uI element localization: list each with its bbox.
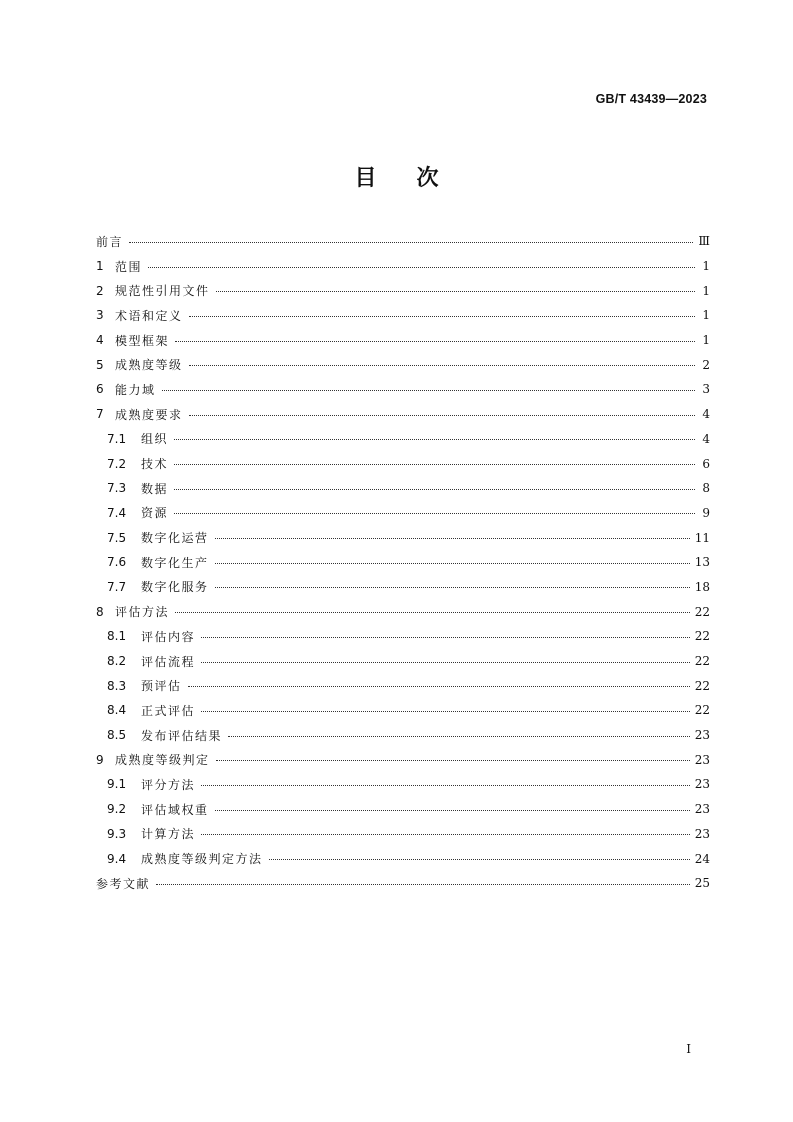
page-title	[0, 161, 793, 192]
toc-entry-8-5[interactable]	[96, 723, 710, 748]
toc-page: 22	[694, 678, 710, 693]
toc-label: 前言	[96, 234, 124, 249]
toc-label: 参考文献	[96, 876, 151, 891]
toc-page: 2	[702, 357, 710, 372]
toc-entry-7-7[interactable]	[96, 575, 710, 600]
dot-leader	[201, 785, 690, 786]
table-of-contents	[96, 229, 710, 896]
toc-number: 8.2	[107, 654, 127, 669]
toc-label: 预评估	[141, 679, 182, 694]
toc-label: 数字化运营	[141, 531, 209, 546]
toc-entry-9[interactable]	[96, 747, 710, 772]
dot-leader	[189, 415, 695, 416]
toc-page: 4	[702, 407, 710, 422]
toc-number: 9.4	[107, 851, 127, 866]
toc-label: 范围	[115, 259, 143, 274]
toc-number: 4	[96, 333, 104, 348]
dot-leader	[174, 439, 695, 440]
toc-number: 8.1	[107, 629, 127, 644]
toc-entry-2[interactable]	[96, 278, 710, 303]
standard-code: GB/T 43439—2023	[595, 92, 707, 106]
toc-label: 评估方法	[115, 605, 170, 620]
dot-leader	[201, 711, 690, 712]
toc-entry-foreword[interactable]	[96, 229, 710, 254]
toc-entry-8-1[interactable]	[96, 624, 710, 649]
toc-label: 评分方法	[141, 777, 196, 792]
title-char-2: 次	[416, 166, 439, 191]
toc-number: 7.6	[107, 555, 127, 570]
dot-leader	[174, 513, 695, 514]
toc-page: 13	[694, 555, 710, 570]
toc-label: 资源	[141, 506, 169, 521]
dot-leader	[215, 810, 690, 811]
toc-page: Ⅲ	[698, 234, 710, 249]
toc-entry-6[interactable]	[96, 377, 710, 402]
toc-entry-9-4[interactable]	[96, 846, 710, 871]
toc-number: 9.2	[107, 802, 127, 817]
toc-number: 9.3	[107, 826, 127, 841]
toc-label: 成熟度等级	[115, 358, 183, 373]
toc-number: 8.3	[107, 678, 127, 693]
toc-label: 数字化服务	[141, 580, 209, 595]
toc-number: 7.7	[107, 579, 127, 594]
dot-leader	[174, 464, 695, 465]
toc-label: 规范性引用文件	[115, 284, 210, 299]
dot-leader	[175, 612, 690, 613]
toc-number: 6	[96, 382, 104, 397]
dot-leader	[156, 884, 690, 885]
toc-label: 能力域	[115, 382, 156, 397]
dot-leader	[174, 489, 695, 490]
toc-label: 评估内容	[141, 629, 196, 644]
toc-number: 7.4	[107, 505, 127, 520]
toc-label: 评估流程	[141, 654, 196, 669]
toc-number: 3	[96, 308, 104, 323]
toc-number: 7.2	[107, 456, 127, 471]
toc-page: 23	[694, 728, 710, 743]
toc-label: 术语和定义	[115, 308, 183, 323]
dot-leader	[148, 267, 695, 268]
toc-label: 评估域权重	[141, 802, 209, 817]
dot-leader	[129, 242, 693, 243]
toc-label: 组织	[141, 432, 169, 447]
toc-number: 7.1	[107, 431, 127, 446]
toc-number: 9.1	[107, 777, 127, 792]
toc-page: 11	[694, 530, 710, 545]
toc-page: 3	[702, 382, 710, 397]
toc-label: 正式评估	[141, 703, 196, 718]
toc-entry-7-3[interactable]	[96, 476, 710, 501]
toc-entry-8-3[interactable]	[96, 673, 710, 698]
toc-entry-3[interactable]	[96, 303, 710, 328]
toc-label: 数据	[141, 481, 169, 496]
toc-number: 9	[96, 752, 104, 767]
toc-entry-8-2[interactable]	[96, 649, 710, 674]
toc-page: 1	[702, 283, 710, 298]
toc-entry-1[interactable]	[96, 254, 710, 279]
toc-page: 22	[694, 703, 710, 718]
dot-leader	[216, 760, 690, 761]
toc-label: 数字化生产	[141, 555, 209, 570]
toc-page: 1	[702, 308, 710, 323]
dot-leader	[269, 859, 690, 860]
toc-page: 22	[694, 654, 710, 669]
toc-label: 技术	[141, 457, 169, 472]
toc-label: 成熟度等级判定方法	[141, 852, 263, 867]
toc-page: 25	[694, 876, 710, 891]
toc-label: 计算方法	[141, 827, 196, 842]
toc-entry-8[interactable]	[96, 599, 710, 624]
toc-number: 7.3	[107, 481, 127, 496]
toc-label: 成熟度要求	[115, 407, 183, 422]
dot-leader	[189, 365, 695, 366]
toc-page: 6	[702, 456, 710, 471]
dot-leader	[201, 834, 690, 835]
toc-page: 8	[702, 481, 710, 496]
toc-number: 8	[96, 604, 104, 619]
toc-entry-7-5[interactable]	[96, 525, 710, 550]
dot-leader	[215, 538, 690, 539]
toc-number: 2	[96, 283, 104, 298]
dot-leader	[175, 341, 695, 342]
toc-page: 4	[702, 431, 710, 446]
toc-number: 8.5	[107, 728, 127, 743]
toc-entry-9-3[interactable]	[96, 822, 710, 847]
toc-page: 9	[702, 505, 710, 520]
dot-leader	[201, 662, 690, 663]
toc-label: 模型框架	[115, 333, 170, 348]
toc-entry-7-6[interactable]	[96, 550, 710, 575]
toc-number: 5	[96, 357, 104, 372]
toc-number: 1	[96, 259, 104, 274]
toc-page: 18	[694, 579, 710, 594]
toc-page: 23	[694, 802, 710, 817]
toc-entry-references[interactable]	[96, 871, 710, 896]
dot-leader	[162, 390, 695, 391]
toc-page: 22	[694, 629, 710, 644]
dot-leader	[201, 637, 690, 638]
dot-leader	[216, 291, 695, 292]
toc-number: 7.5	[107, 530, 127, 545]
dot-leader	[215, 563, 690, 564]
toc-entry-4[interactable]	[96, 328, 710, 353]
toc-entry-8-4[interactable]	[96, 698, 710, 723]
dot-leader	[215, 587, 690, 588]
toc-entry-9-1[interactable]	[96, 772, 710, 797]
dot-leader	[188, 686, 690, 687]
toc-number: 7	[96, 407, 104, 422]
title-char-1: 目	[354, 166, 377, 191]
dot-leader	[228, 736, 690, 737]
page-number: I	[686, 1042, 691, 1056]
toc-label: 发布评估结果	[141, 728, 223, 743]
toc-page: 23	[694, 752, 710, 767]
toc-page: 23	[694, 777, 710, 792]
toc-page: 23	[694, 826, 710, 841]
toc-entry-7-2[interactable]	[96, 451, 710, 476]
toc-entry-7[interactable]	[96, 402, 710, 427]
toc-page: 1	[702, 259, 710, 274]
toc-entry-7-4[interactable]	[96, 501, 710, 526]
toc-label: 成熟度等级判定	[115, 753, 210, 768]
toc-number: 8.4	[107, 703, 127, 718]
toc-entry-7-1[interactable]	[96, 427, 710, 452]
toc-page: 1	[702, 333, 710, 348]
toc-page: 22	[694, 604, 710, 619]
toc-entry-9-2[interactable]	[96, 797, 710, 822]
toc-entry-5[interactable]	[96, 352, 710, 377]
toc-page: 24	[694, 851, 710, 866]
dot-leader	[189, 316, 695, 317]
